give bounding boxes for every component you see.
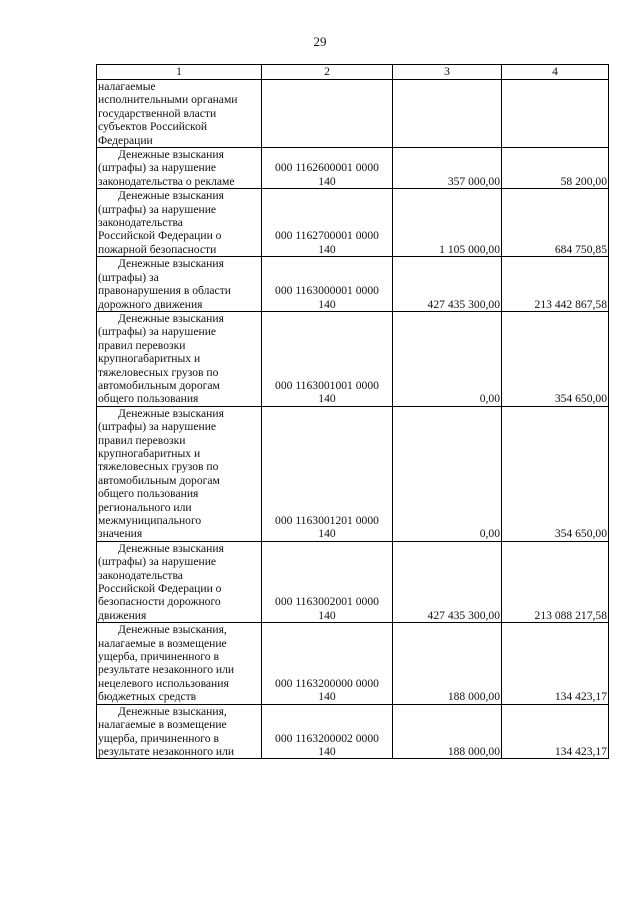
revenue-name-line: налагаемые	[98, 80, 156, 93]
budget-code-cell	[262, 541, 393, 622]
table-row	[97, 257, 609, 312]
actual-amount-cell: 684 750,85	[502, 189, 609, 257]
revenue-name-line: тяжеловесных грузов по	[98, 365, 219, 379]
actual-amount-cell: 58 200,00	[502, 148, 609, 189]
revenue-name-line: тяжеловесных грузов по	[98, 460, 219, 474]
revenue-name-line: результате незаконного или	[98, 744, 235, 758]
revenue-name-line: налагаемые в возмещение	[98, 718, 227, 732]
actual-amount-cell: 354 650,00	[502, 311, 609, 406]
budget-code-line: 000 1163000001 0000	[275, 284, 379, 298]
budget-code-line: 000 1163001001 0000	[275, 378, 379, 392]
column-header: 1	[97, 65, 262, 80]
budget-code-line: 140	[318, 527, 336, 541]
revenue-name-line: исполнительными органами	[98, 93, 238, 107]
revenue-name-line: движения	[98, 608, 147, 622]
revenue-name-line: Денежные взыскания	[118, 148, 224, 162]
table-row	[97, 311, 609, 406]
budget-code-cell	[262, 189, 393, 257]
table-row	[97, 704, 609, 759]
budget-code-cell	[262, 257, 393, 312]
planned-amount-cell: 0,00	[393, 311, 502, 406]
budget-code-line: 000 1163200002 0000	[275, 731, 379, 745]
table-row	[97, 623, 609, 704]
revenue-name-cell	[97, 80, 262, 148]
table-row	[97, 189, 609, 257]
revenue-name-cell	[97, 541, 262, 622]
revenue-name-line: Денежные взыскания	[118, 257, 224, 271]
column-header: 3	[393, 65, 502, 80]
table-row	[97, 406, 609, 541]
revenue-name-line: результате незаконного или	[98, 663, 235, 677]
revenue-name-line: (штрафы) за нарушение	[98, 161, 217, 175]
actual-amount-cell: 134 423,17	[502, 623, 609, 704]
budget-code-line: 140	[318, 174, 336, 188]
revenue-name-line: межмуниципального	[98, 514, 202, 527]
revenue-name-line: общего пользования	[98, 392, 199, 406]
revenue-name-line: законодательства	[98, 216, 183, 230]
revenue-name-line: Федерации	[98, 133, 153, 147]
revenue-name-line: крупногабаритных и	[98, 446, 201, 460]
budget-code-cell	[262, 704, 393, 759]
planned-amount-cell	[393, 80, 502, 148]
revenue-name-line: нецелевого использования	[98, 676, 229, 690]
revenue-name-line: значения	[98, 527, 143, 541]
budget-code-line: 000 1163001201 0000	[275, 514, 379, 527]
revenue-name-line: Денежные взыскания	[118, 311, 224, 325]
revenue-name-line: правил перевозки	[98, 433, 186, 447]
revenue-name-cell	[97, 623, 262, 704]
revenue-name-line: (штрафы) за нарушение	[98, 325, 217, 339]
revenue-name-line: (штрафы) за	[98, 270, 159, 284]
planned-amount-cell: 427 435 300,00	[393, 541, 502, 622]
revenue-name-line: (штрафы) за нарушение	[98, 420, 217, 434]
revenue-name-line: Денежные взыскания	[118, 189, 224, 203]
budget-code-line: 140	[318, 744, 336, 758]
actual-amount-cell: 354 650,00	[502, 406, 609, 541]
actual-amount-cell: 213 442 867,58	[502, 257, 609, 312]
revenue-name-line: бюджетных средств	[98, 690, 197, 704]
revenue-name-line: правил перевозки	[98, 338, 186, 352]
budget-code-line: 000 1163002001 0000	[275, 595, 379, 609]
actual-amount-cell: 134 423,17	[502, 704, 609, 759]
planned-amount-cell: 0,00	[393, 406, 502, 541]
budget-code-cell	[262, 311, 393, 406]
budget-code-line: 140	[318, 297, 336, 311]
budget-code-cell	[262, 80, 393, 148]
planned-amount-cell: 188 000,00	[393, 704, 502, 759]
revenue-name-line: автомобильным дорогам	[98, 378, 220, 392]
actual-amount-cell	[502, 80, 609, 148]
revenue-name-line: ущерба, причиненного в	[98, 731, 219, 745]
revenue-name-line: налагаемые в возмещение	[98, 636, 227, 650]
revenue-name-line: Денежные взыскания,	[118, 623, 227, 637]
budget-code-cell	[262, 148, 393, 189]
revenue-name-line: ущерба, причиненного в	[98, 650, 219, 664]
revenue-name-line: (штрафы) за нарушение	[98, 202, 217, 216]
revenue-name-line: (штрафы) за нарушение	[98, 555, 217, 569]
revenue-name-line: субъектов Российской	[98, 120, 208, 134]
budget-code-cell	[262, 623, 393, 704]
revenue-name-line: Денежные взыскания	[118, 541, 224, 555]
planned-amount-cell: 1 105 000,00	[393, 189, 502, 257]
planned-amount-cell: 357 000,00	[393, 148, 502, 189]
revenue-name-line: законодательства о рекламе	[98, 174, 235, 188]
revenue-name-line: общего пользования	[98, 487, 199, 501]
planned-amount-cell: 188 000,00	[393, 623, 502, 704]
revenue-name-line: автомобильным дорогам	[98, 473, 220, 487]
revenue-name-line: регионального или	[98, 500, 192, 514]
budget-code-line: 140	[318, 242, 336, 256]
budget-code-line: 140	[318, 608, 336, 622]
table-row	[97, 148, 609, 189]
revenue-name-line: дорожного движения	[98, 297, 203, 311]
revenue-name-line: государственной власти	[98, 106, 217, 120]
revenue-name-line: Российской Федерации о	[98, 582, 222, 596]
revenue-name-line: Денежные взыскания,	[118, 704, 227, 718]
revenue-name-cell	[97, 148, 262, 189]
revenue-name-cell	[97, 189, 262, 257]
budget-code-line: 000 1163200000 0000	[275, 676, 379, 690]
revenue-name-line: правонарушения в области	[98, 284, 231, 298]
revenue-name-cell	[97, 406, 262, 541]
revenue-name-line: крупногабаритных и	[98, 352, 201, 366]
budget-code-cell	[262, 406, 393, 541]
table-row	[97, 541, 609, 622]
revenue-name-line: безопасности дорожного	[98, 595, 221, 609]
column-header: 2	[262, 65, 393, 80]
budget-table	[96, 64, 609, 759]
revenue-name-line: пожарной безопасности	[98, 242, 217, 256]
budget-code-line: 140	[318, 690, 336, 704]
actual-amount-cell: 213 088 217,58	[502, 541, 609, 622]
page-number: 29	[313, 34, 327, 49]
revenue-name-line: Российской Федерации о	[98, 229, 222, 243]
revenue-name-cell	[97, 257, 262, 312]
planned-amount-cell: 427 435 300,00	[393, 257, 502, 312]
revenue-name-line: законодательства	[98, 568, 183, 582]
budget-code-line: 000 1162600001 0000	[275, 161, 379, 175]
budget-code-line: 000 1162700001 0000	[275, 229, 379, 243]
revenue-name-cell	[97, 704, 262, 759]
column-header: 4	[502, 65, 609, 80]
table-row	[97, 80, 609, 148]
revenue-name-cell	[97, 311, 262, 406]
revenue-name-line: Денежные взыскания	[118, 406, 224, 420]
budget-code-line: 140	[318, 392, 336, 406]
table-header-row	[97, 65, 609, 80]
